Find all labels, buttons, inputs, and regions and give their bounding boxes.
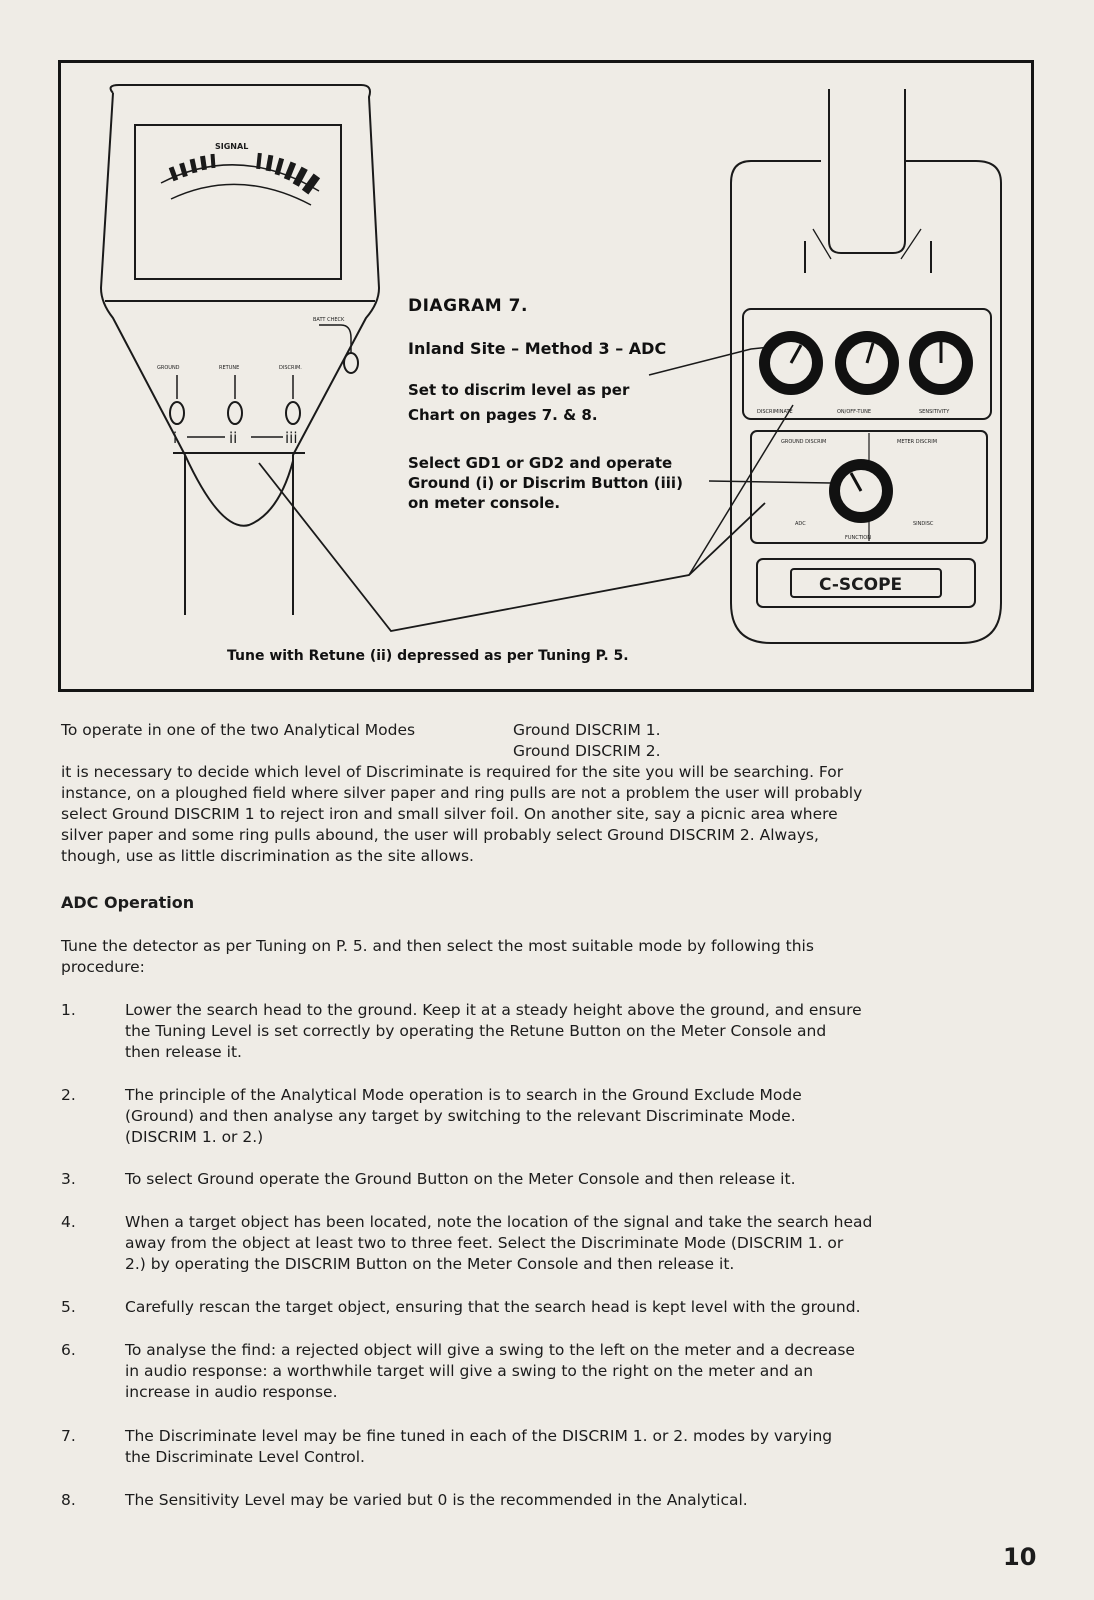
step-line: then release it.	[125, 1043, 242, 1061]
page-number: 10	[1003, 1543, 1037, 1571]
callout-select-line2: Ground (i) or Discrim Button (iii)	[408, 474, 683, 492]
step-text	[125, 1212, 1021, 1275]
callout-select-line1: Select GD1 or GD2 and operate	[408, 454, 673, 472]
step-line: (DISCRIM 1. or 2.)	[125, 1128, 264, 1146]
step-line: When a target object has been located, note the location of the signal and take the search head	[125, 1213, 873, 1231]
step-line: Lower the search head to the ground. Keep it at a steady height above the ground, and ensure	[125, 1001, 862, 1019]
discriminate-knob	[759, 331, 823, 395]
step-6	[61, 1340, 1021, 1403]
diagram-subtitle: Inland Site – Method 3 – ADC	[408, 339, 667, 358]
intro-line5: select Ground DISCRIM 1 to reject iron and small silver foil. On another site, say a picnic area where	[61, 805, 838, 823]
step-number: 6.	[61, 1341, 76, 1359]
intro-line2-right: Ground DISCRIM 2.	[513, 742, 661, 760]
brand-logo: C-SCOPE	[819, 575, 903, 595]
step-line: 2.) by operating the DISCRIM Button on the Meter Console and then release it.	[125, 1255, 735, 1273]
step-line: in audio response: a worthwhile target will give a swing to the right on the meter and an	[125, 1362, 814, 1380]
retune-label: RETUNE	[219, 365, 240, 371]
step-text	[125, 1490, 1021, 1511]
step-number: 8.	[61, 1491, 76, 1509]
ground-label: GROUND	[157, 365, 180, 371]
intro-line4: instance, on a ploughed field where silver paper and ring pulls are not a problem the user will probably	[61, 784, 863, 802]
callout-select	[408, 453, 683, 513]
step-line: The principle of the Analytical Mode operation is to search in the Ground Exclude Mode	[125, 1086, 802, 1104]
step-line: To select Ground operate the Ground Button on the Meter Console and then release it.	[125, 1170, 796, 1188]
step-text	[125, 1000, 1021, 1063]
step-text	[125, 1426, 1021, 1468]
step-line: To analyse the find: a rejected object will give a swing to the left on the meter and a decrease	[125, 1341, 855, 1359]
discrim-label: DISCRIM.	[279, 365, 302, 371]
step-line: The Discriminate level may be fine tuned in each of the DISCRIM 1. or 2. modes by varying	[125, 1427, 833, 1445]
lead-line2: procedure:	[61, 958, 145, 976]
step-1	[61, 1000, 1021, 1063]
section-heading: ADC Operation	[61, 893, 195, 912]
on-off-tune-knob	[835, 331, 899, 395]
step-number: 1.	[61, 1001, 76, 1019]
step-line: increase in audio response.	[125, 1383, 338, 1401]
step-3	[61, 1169, 1021, 1190]
step-number: 7.	[61, 1427, 76, 1445]
step-2	[61, 1085, 1021, 1148]
knob-label-discriminate: DISCRIMINATE	[757, 409, 793, 415]
intro-line6: silver paper and some ring pulls abound, the user will probably select Ground DISCRIM 2. Always,	[61, 826, 819, 844]
knob-label-sensitivity: SENSITIVITY	[919, 409, 950, 415]
signal-label: SIGNAL	[215, 142, 249, 151]
step-text	[125, 1169, 1021, 1190]
callout-select-line3: on meter console.	[408, 494, 561, 512]
step-5	[61, 1297, 1021, 1318]
sensitivity-knob	[909, 331, 973, 395]
diagram-frame	[58, 60, 1034, 692]
button-label-iii: iii	[285, 429, 298, 447]
step-line: The Sensitivity Level may be varied but 0 is the recommended in the Analytical.	[125, 1491, 748, 1509]
intro-line3: it is necessary to decide which level of Discriminate is required for the site you will be searching. For	[61, 763, 844, 781]
intro-line7: though, use as little discrimination as the site allows.	[61, 847, 474, 865]
step-text	[125, 1297, 1021, 1318]
knob-label-tune: ON/OFF-TUNE	[837, 409, 872, 415]
step-line: Carefully rescan the target object, ensuring that the search head is kept level with the ground.	[125, 1298, 861, 1316]
function-label: FUNCTION	[845, 535, 871, 541]
callout-set-line1: Set to discrim level as per	[408, 381, 630, 399]
step-8	[61, 1490, 1021, 1511]
step-line: (Ground) and then analyse any target by switching to the relevant Discriminate Mode.	[125, 1107, 796, 1125]
button-label-i: i	[173, 429, 178, 447]
step-number: 2.	[61, 1086, 76, 1104]
diagram-drawing	[61, 63, 1031, 689]
step-number: 5.	[61, 1298, 76, 1316]
mode-label-meter-discrim: METER DISCRIM	[897, 439, 938, 445]
batt-check-label: BATT CHECK	[313, 317, 345, 323]
intro-row-1	[61, 720, 1026, 741]
step-line: away from the object at least two to three feet. Select the Discriminate Mode (DISCRIM 1. or	[125, 1234, 844, 1252]
step-text	[125, 1085, 1021, 1148]
signal-scale	[169, 153, 320, 195]
step-7	[61, 1426, 1021, 1468]
lead-paragraph	[61, 936, 1021, 978]
tune-caption: Tune with Retune (ii) depressed as per Tuning P. 5.	[227, 648, 629, 664]
intro-line1-left: To operate in one of the two Analytical Modes	[61, 721, 416, 739]
intro-spacer	[61, 741, 513, 762]
button-label-ii: ii	[229, 429, 238, 447]
lead-line1: Tune the detector as per Tuning on P. 5. and then select the most suitable mode by following this	[61, 937, 814, 955]
ground-button	[170, 402, 184, 424]
step-number: 3.	[61, 1170, 76, 1188]
retune-button	[228, 402, 242, 424]
intro-row-2	[61, 741, 1026, 762]
control-box-outline	[731, 161, 1001, 643]
step-number: 4.	[61, 1213, 76, 1231]
diagram-title: DIAGRAM 7.	[408, 296, 528, 316]
mode-label-sindisc: SINDISC	[913, 521, 934, 527]
intro-line1-right: Ground DISCRIM 1.	[513, 721, 661, 739]
mode-label-ground-discrim: GROUND DISCRIM	[781, 439, 827, 445]
mode-label-adc: ADC	[795, 521, 806, 527]
step-text	[125, 1340, 1021, 1403]
step-4	[61, 1212, 1021, 1275]
discrim-button	[286, 402, 300, 424]
step-line: the Discriminate Level Control.	[125, 1448, 365, 1466]
function-knob	[829, 459, 893, 523]
intro-paragraph	[61, 720, 1026, 867]
step-line: the Tuning Level is set correctly by operating the Retune Button on the Meter Console and	[125, 1022, 827, 1040]
callout-set-line2: Chart on pages 7. & 8.	[408, 406, 598, 424]
